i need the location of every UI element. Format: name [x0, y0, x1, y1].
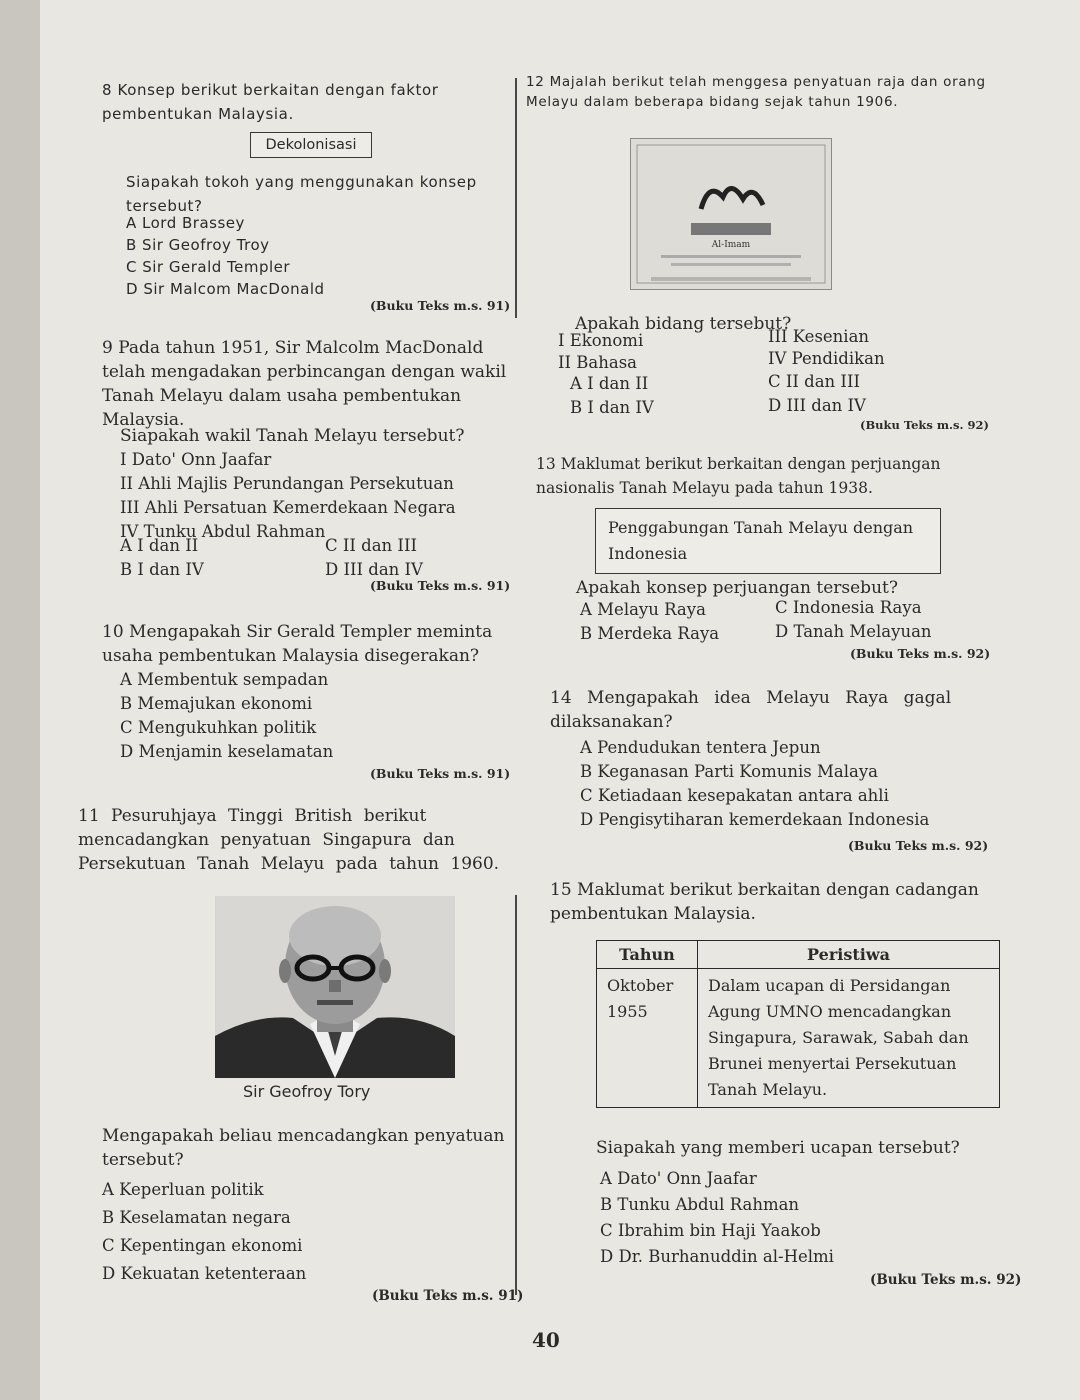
- q13-stem: 13 Maklumat berikut berkaitan dengan perjuangan nasionalis Tanah Melayu pada tahun 1938.: [536, 455, 941, 497]
- q12-option-a[interactable]: A I dan II: [570, 374, 649, 393]
- q13-options-right: [775, 596, 932, 644]
- q15-table-event: Dalam ucapan di Persidangan Agung UMNO mencadangkan Singapura, Sarawak, Sabah dan Brunei menyertai Persekutuan Tanah Melayu.: [698, 969, 1000, 1108]
- column-divider: [515, 895, 517, 1295]
- q9-item-1: I Dato' Onn Jaafar: [120, 450, 272, 469]
- magazine-title: Al-Imam: [711, 240, 751, 250]
- q10-option-b[interactable]: B Memajukan ekonomi: [120, 694, 313, 713]
- q9-option-c[interactable]: C II dan III: [325, 536, 417, 555]
- q8-stem: 8 Konsep berikut berkaitan dengan faktor pembentukan Malaysia.: [102, 81, 439, 123]
- q14-options: [580, 736, 929, 832]
- q13-options-left: [580, 598, 719, 646]
- column-divider: [515, 78, 517, 318]
- q9-item-4: IV Tunku Abdul Rahman: [120, 522, 326, 541]
- q14-option-a[interactable]: A Pendudukan tentera Jepun: [580, 738, 821, 757]
- q9-stem: 9 Pada tahun 1951, Sir Malcolm MacDonald telah mengadakan perbincangan dengan wakil Tanah Melayu dalam usaha pembentukan Malaysia.: [102, 338, 507, 430]
- q10-option-a[interactable]: A Membentuk sempadan: [120, 670, 329, 689]
- q15-option-d[interactable]: D Dr. Burhanuddin al-Helmi: [600, 1247, 834, 1266]
- q12-option-b[interactable]: B I dan IV: [570, 398, 654, 417]
- q12-options-left: [570, 372, 654, 420]
- textbook-page: [40, 0, 1080, 1400]
- q15-table-header-event: Peristiwa: [698, 941, 1000, 969]
- q8-question: Siapakah tokoh yang menggunakan konsep tersebut?: [126, 173, 477, 215]
- q11-question: Mengapakah beliau mencadangkan penyatuan tersebut?: [102, 1126, 505, 1170]
- q14-stem: 14 Mengapakah idea Melayu Raya gagal dilaksanakan?: [550, 688, 952, 732]
- q15-source: (Buku Teks m.s. 92): [870, 1272, 1022, 1288]
- q13-source: (Buku Teks m.s. 92): [850, 646, 991, 661]
- magazine-cover-icon: [631, 139, 831, 289]
- q9-options-right: [325, 534, 423, 582]
- q10-source: (Buku Teks m.s. 91): [370, 766, 511, 781]
- q11-option-b[interactable]: B Keselamatan negara: [102, 1208, 291, 1227]
- q8-option-d[interactable]: D Sir Malcom MacDonald: [126, 280, 325, 298]
- q8-concept-box: Dekolonisasi: [250, 132, 372, 158]
- q13-option-a[interactable]: A Melayu Raya: [580, 600, 706, 619]
- q15-table-year: Oktober 1955: [597, 969, 698, 1108]
- q15-option-a[interactable]: A Dato' Onn Jaafar: [600, 1169, 757, 1188]
- q9-item-3: III Ahli Persatuan Kemerdekaan Negara: [120, 498, 456, 517]
- q9-options-left: [120, 534, 204, 582]
- portrait-photo-icon: [215, 896, 455, 1078]
- q12-stem: 12 Majalah berikut telah menggesa penyatuan raja dan orang Melayu dalam beberapa bidang sejak tahun 1906.: [526, 74, 986, 110]
- q11-caption: Sir Geofroy Tory: [243, 1082, 371, 1101]
- q12-items-right: [768, 326, 885, 370]
- q9-source: (Buku Teks m.s. 91): [370, 578, 511, 593]
- q13-option-d[interactable]: D Tanah Melayuan: [775, 622, 932, 641]
- q13-concept-box: Penggabungan Tanah Melayu dengan Indonesia: [595, 508, 941, 574]
- q12-item-1: I Ekonomi: [558, 331, 644, 350]
- q9-question: Siapakah wakil Tanah Melayu tersebut?: [120, 426, 465, 446]
- q14-source: (Buku Teks m.s. 92): [848, 838, 989, 853]
- q8-source: (Buku Teks m.s. 91): [370, 298, 511, 313]
- q12-magazine-image: [630, 138, 832, 290]
- q11-option-d[interactable]: D Kekuatan ketenteraan: [102, 1264, 307, 1283]
- q10-options: [120, 668, 333, 764]
- q9-option-a[interactable]: A I dan II: [120, 536, 199, 555]
- q15-option-c[interactable]: C Ibrahim bin Haji Yaakob: [600, 1221, 821, 1240]
- q8-option-b[interactable]: B Sir Geofroy Troy: [126, 236, 270, 254]
- q12-item-2: II Bahasa: [558, 353, 638, 372]
- q12-item-4: IV Pendidikan: [768, 349, 885, 368]
- q12-question: Apakah bidang tersebut?: [575, 314, 792, 334]
- q15-option-b[interactable]: B Tunku Abdul Rahman: [600, 1195, 800, 1214]
- q12-option-d[interactable]: D III dan IV: [768, 396, 866, 415]
- q15-question: Siapakah yang memberi ucapan tersebut?: [596, 1138, 960, 1158]
- q13-option-c[interactable]: C Indonesia Raya: [775, 598, 922, 617]
- q15-table-header-year: Tahun: [597, 941, 698, 969]
- q11-source: (Buku Teks m.s. 91): [372, 1288, 524, 1304]
- q11-photo: [215, 896, 455, 1078]
- q10-option-d[interactable]: D Menjamin keselamatan: [120, 742, 334, 761]
- q14-option-b[interactable]: B Keganasan Parti Komunis Malaya: [580, 762, 879, 781]
- q13-option-b[interactable]: B Merdeka Raya: [580, 624, 720, 643]
- q8-options: [126, 212, 325, 300]
- q15-table: [596, 940, 1000, 1108]
- q15-options: [600, 1166, 834, 1270]
- page-number: 40: [532, 1328, 560, 1352]
- q12-item-3: III Kesenian: [768, 327, 870, 346]
- q10-option-c[interactable]: C Mengukuhkan politik: [120, 718, 317, 737]
- q9-option-b[interactable]: B I dan IV: [120, 560, 204, 579]
- q12-option-c[interactable]: C II dan III: [768, 372, 860, 391]
- q8-option-c[interactable]: C Sir Gerald Templer: [126, 258, 291, 276]
- q13-question: Apakah konsep perjuangan tersebut?: [576, 578, 898, 598]
- q9-items: [120, 448, 456, 544]
- q12-options-right: [768, 370, 866, 418]
- q14-option-d[interactable]: D Pengisytiharan kemerdekaan Indonesia: [580, 810, 930, 829]
- q10-stem: 10 Mengapakah Sir Gerald Templer meminta usaha pembentukan Malaysia disegerakan?: [102, 622, 493, 666]
- q11-option-c[interactable]: C Kepentingan ekonomi: [102, 1236, 303, 1255]
- q12-source: (Buku Teks m.s. 92): [860, 418, 989, 432]
- q11-stem: 11 Pesuruhjaya Tinggi British berikut mencadangkan penyatuan Singapura dan Persekutuan Tanah Melayu pada tahun 1960.: [78, 806, 500, 874]
- q15-stem: 15 Maklumat berikut berkaitan dengan cadangan pembentukan Malaysia.: [550, 880, 979, 924]
- q9-option-d[interactable]: D III dan IV: [325, 560, 423, 579]
- q12-items-left: [558, 330, 643, 374]
- q14-option-c[interactable]: C Ketiadaan kesepakatan antara ahli: [580, 786, 889, 805]
- q9-item-2: II Ahli Majlis Perundangan Persekutuan: [120, 474, 454, 493]
- q11-options: [102, 1176, 306, 1288]
- q11-option-a[interactable]: A Keperluan politik: [102, 1180, 264, 1199]
- q8-option-a[interactable]: A Lord Brassey: [126, 214, 245, 232]
